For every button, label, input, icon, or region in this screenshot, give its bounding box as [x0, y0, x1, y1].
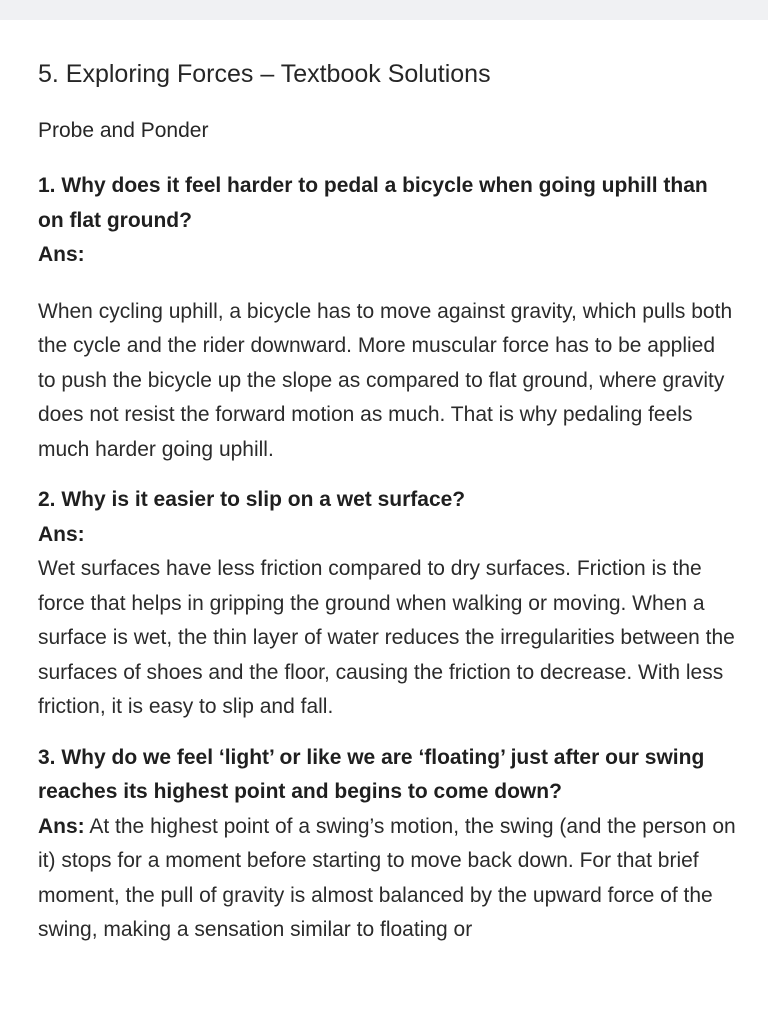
qa-item-2 — [38, 483, 738, 725]
answer-label-3: Ans: — [38, 814, 85, 838]
article-content — [38, 54, 738, 948]
question-1: 1. Why does it feel harder to pedal a bicycle when going uphill than on flat ground? — [38, 174, 708, 232]
answer-label-1: Ans: — [38, 243, 85, 266]
answer-1: When cycling uphill, a bicycle has to move against gravity, which pulls both the cycle and the rider downward. More muscular force has to be applied to push the bicycle up the slope as compared to flat ground, where gravity does not resist the forward motion as much. That is why pedaling feels much harder going uphill. — [38, 299, 733, 461]
question-3: 3. Why do we feel ‘light’ or like we are ‘floating’ just after our swing reaches its highest point and begins to come down? — [38, 745, 705, 803]
answer-2: Wet surfaces have less friction compared to dry surfaces. Friction is the force that helps in gripping the ground when walking or moving. When a surface is wet, the thin layer of water reduces the irregularities between the surfaces of shoes and the floor, causing the friction to decrease. With less friction, it is easy to slip and fall. — [38, 557, 735, 718]
section-title: Probe and Ponder — [38, 119, 209, 142]
qa-item-3 — [38, 741, 738, 948]
page-title: 5. Exploring Forces – Textbook Solutions — [38, 60, 491, 88]
browser-top-bar — [0, 0, 768, 20]
question-2: 2. Why is it easier to slip on a wet surface? — [38, 488, 466, 511]
answer-3: At the highest point of a swing’s motion, the swing (and the person on it) stops for a moment before starting to move back down. For that brief moment, the pull of gravity is almost balanced by the upward force of the swing, making a sensation similar to floating or — [38, 814, 736, 941]
answer-label-2: Ans: — [38, 522, 85, 546]
answer-3-paragraph — [38, 810, 738, 948]
qa-item-1 — [38, 169, 738, 467]
